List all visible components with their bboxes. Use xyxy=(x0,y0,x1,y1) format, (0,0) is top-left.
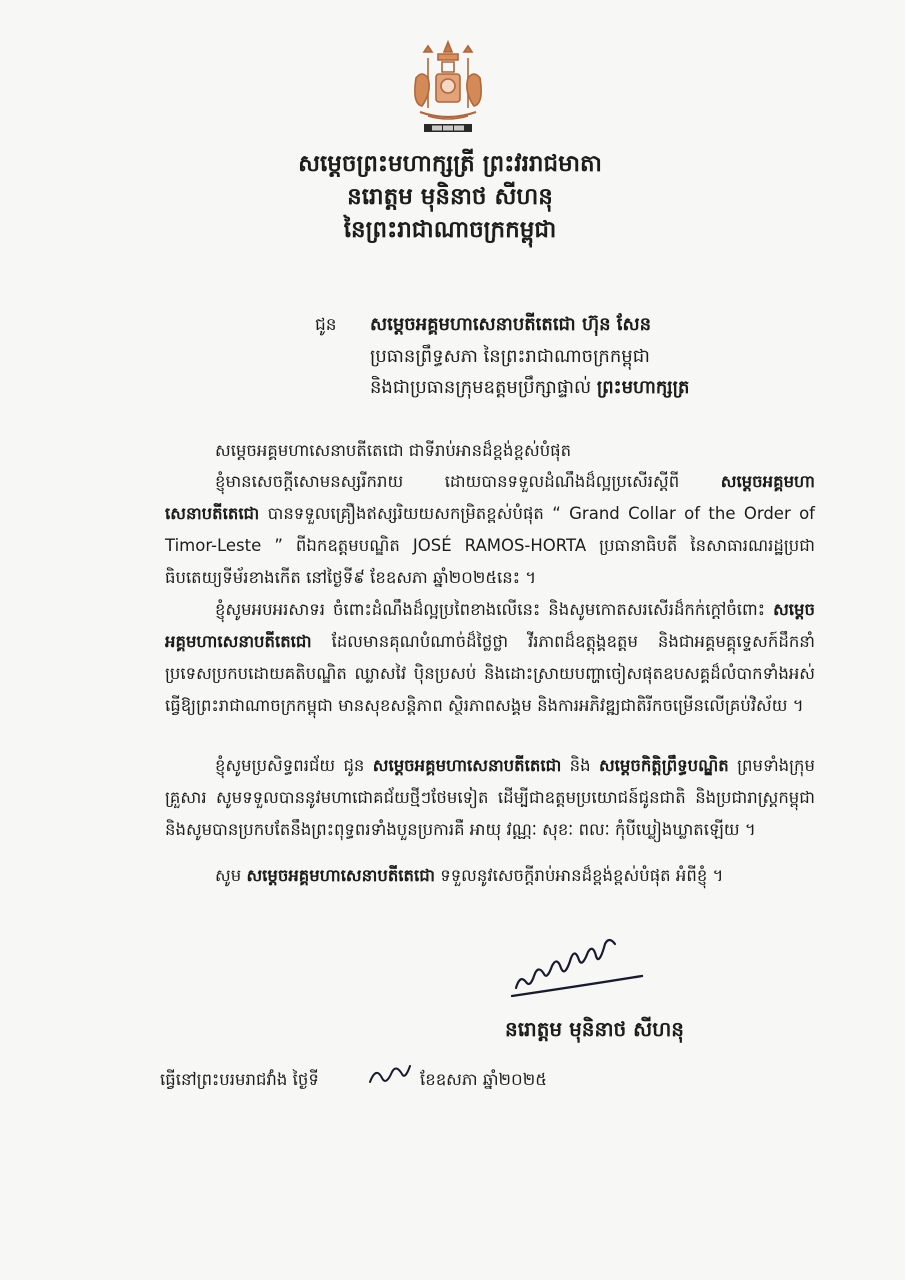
paragraph-2 xyxy=(165,594,815,722)
title-line-3: នៃព្រះរាជាណាចក្រកម្ពុជា xyxy=(343,217,557,243)
p2-text-bold: សម្តេចអគ្គមហាសេនាបតីតេជោ xyxy=(165,600,815,651)
p2-text-c: ដែលមានគុណបំណាច់ដ៏ថ្លៃថ្លា វីរភាពដ៏ឧត្តុង្គឧត្តម និងជាអគ្គមគ្គុទ្ទេសក៍ដឹកនាំប្រទេសប្រកបដោយគតិបណ្ឌិត ឈ្លាសវៃ ប៉ិនប្រសប់ និងដោះស្រាយបញ្ហាចៀសផុតឧបសគ្គដ៏លំបាកទាំងអស់ ធ្វើឱ្យព្រះរាជាណាចក្រកម្ពុជា មានសុខសន្តិភាព ស្ថិរភាពសង្គម និងការអភិវឌ្ឍជាតិរីកចម្រើនលើគ្រប់វិស័យ ។ xyxy=(165,632,815,715)
handwritten-day-mark xyxy=(366,1062,412,1090)
p3-text-bold-1: សម្តេចអគ្គមហាសេនាបតីតេជោ xyxy=(372,756,562,775)
p1-text-c: បានទទួលគ្រឿងឥស្សរិយយសកម្រិតខ្ពស់បំផុត “ Grand Collar of the Order of Timor-Leste ” ពីឯកឧត្តមបណ្ឌិត JOSÉ RAMOS-HORTA ប្រធានាធិបតី នៃសាធារណរដ្ឋប្រជាធិបតេយ្យទីម័រខាងកើត នៅថ្ងៃទី៩ ខែឧសភា ឆ្នាំ២០២៥នេះ ។ xyxy=(165,504,815,587)
recipient-line-3-bold: ព្រះមហាក្សត្រ xyxy=(596,377,690,398)
p3-text-c: និង xyxy=(569,756,591,775)
p1-text-a: ខ្ញុំមានសេចក្តីសោមនស្សរីករាយ ដោយបានទទួលដំណឹងដ៏ល្អប្រសើរស្តីពី xyxy=(215,472,680,491)
p4-text-bold: សម្តេចអគ្គមហាសេនាបតីតេជោ xyxy=(246,866,435,885)
paragraph-1 xyxy=(165,466,815,594)
recipient-label: ជូន xyxy=(315,315,337,335)
p3-text-a: ខ្ញុំសូមប្រសិទ្ធពរជ័យ ជូន xyxy=(215,756,365,775)
p4-text-c: ទទួលនូវសេចក្តីរាប់អានដ៏ខ្ពង់ខ្ពស់បំផុត អំពីខ្ញុំ ។ xyxy=(440,866,724,885)
title-line-2: នរោត្តម មុនិនាថ សីហនុ xyxy=(347,184,553,210)
handwritten-signature xyxy=(510,936,650,998)
closing-line xyxy=(215,860,815,892)
p2-text-a: ខ្ញុំសូមអបអរសាទរ ចំពោះដំណឹងដ៏ល្អប្រពៃខាងលើនេះ និងសូមកោតសរសើរដ៏កក់ក្តៅចំពោះ xyxy=(215,600,765,619)
p1-text-bold: សម្តេចអគ្គមហាសេនាបតីតេជោ xyxy=(165,472,815,523)
place-and-day-label: ធ្វើនៅព្រះបរមរាជវាំង ថ្ងៃទី xyxy=(160,1070,319,1089)
recipient-line-3 xyxy=(370,373,689,403)
recipient-name-line xyxy=(370,310,651,340)
recipient-name: ហ៊ុន សែន xyxy=(581,314,652,335)
month-year: ខែឧសភា ឆ្នាំ២០២៥ xyxy=(420,1070,547,1089)
p3-text-e: ព្រមទាំងក្រុមគ្រួសារ សូមទទួលបាននូវមហាជោគជ័យថ្មីៗថែមទៀត ដើម្បីជាឧត្តមប្រយោជន៍ជូនជាតិ និងប្រជារាស្ត្រកម្ពុជា និងសូមបានប្រកបតែនឹងព្រះពុទ្ធពរទាំងបួនប្រការគឺ អាយុ វណ្ណៈ សុខៈ ពលៈ កុំបីឃ្លៀងឃ្លាតឡើយ ។ xyxy=(165,756,815,839)
signer-name: នរោត្តម មុនិនាថ សីហនុ xyxy=(505,1017,684,1041)
p4-text-a: សូម xyxy=(215,866,242,885)
recipient-line-2: ប្រធានព្រឹទ្ធសភា នៃព្រះរាជាណាចក្រកម្ពុជា xyxy=(370,346,650,367)
recipient-title: សម្តេចអគ្គមហាសេនាបតីតេជោ xyxy=(370,314,576,335)
paragraph-3 xyxy=(165,750,815,846)
handwritten-day xyxy=(366,1062,412,1090)
royal-arms-icon xyxy=(398,38,498,138)
p3-text-bold-2: សម្តេចកិត្តិព្រឹទ្ធបណ្ឌិត xyxy=(598,756,729,775)
recipient-line-3-text: និងជាប្រធានក្រុមឧត្តមប្រឹក្សាផ្ទាល់ xyxy=(370,377,592,398)
salutation: សម្តេចអគ្គមហាសេនាបតីតេជោ ជាទីរាប់អានដ៏ខ្ពង់ខ្ពស់បំផុត xyxy=(215,441,572,460)
title-line-1: សម្តេចព្រះមហាក្សត្រី ព្រះវររាជមាតា xyxy=(298,151,602,177)
